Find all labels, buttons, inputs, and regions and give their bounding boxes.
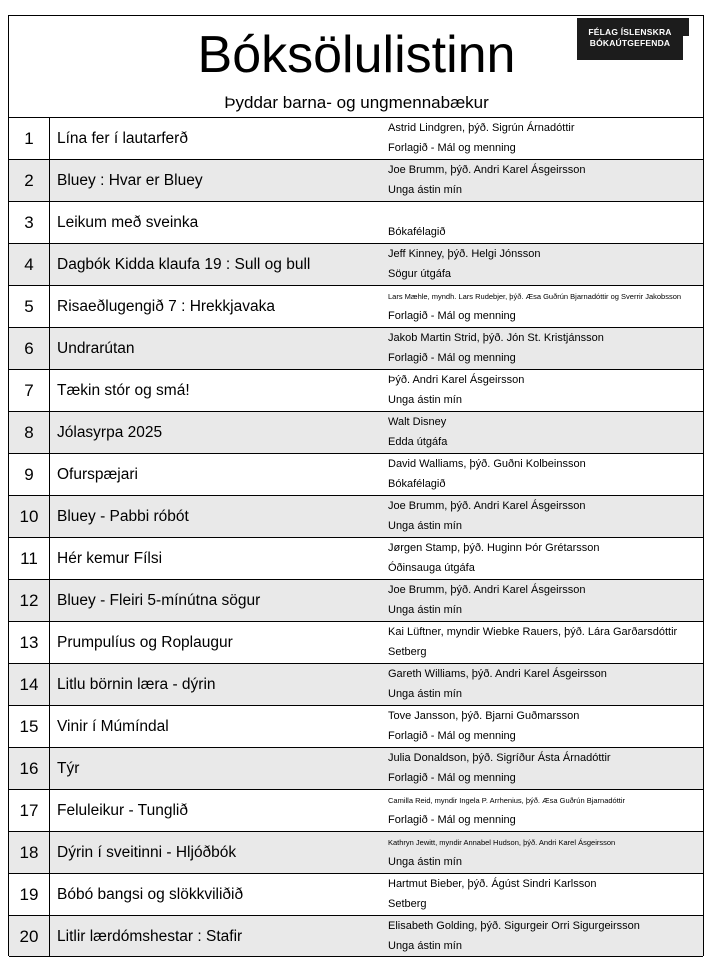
book-title: Dagbók Kidda klaufa 19 : Sull og bull — [57, 256, 311, 273]
book-author: Joe Brumm, þýð. Andri Karel Ásgeirsson — [388, 584, 586, 596]
book-title: Feluleikur - Tunglið — [57, 802, 188, 819]
logo-line-1: FÉLAG ÍSLENSKRA — [588, 27, 672, 37]
book-publisher: Forlagið - Mál og menning — [388, 310, 516, 322]
rank-number: 10 — [9, 496, 50, 537]
book-author: Jørgen Stamp, þýð. Huginn Þór Grétarsson — [388, 542, 600, 554]
publisher-association-logo — [577, 18, 683, 60]
book-publisher: Óðinsauga útgáfa — [388, 562, 475, 574]
rank-number: 19 — [9, 874, 50, 915]
book-publisher: Unga ástin mín — [388, 688, 462, 700]
book-author: Joe Brumm, þýð. Andri Karel Ásgeirsson — [388, 164, 586, 176]
book-publisher: Bókafélagið — [388, 226, 446, 238]
book-title: Jólasyrpa 2025 — [57, 424, 163, 441]
book-title: Prumpulíus og Roplaugur — [57, 634, 233, 651]
rank-number: 13 — [9, 622, 50, 663]
rank-number: 4 — [9, 244, 50, 285]
rank-number: 15 — [9, 706, 50, 747]
book-title: Lína fer í lautarferð — [57, 130, 188, 147]
book-author: Elisabeth Golding, þýð. Sigurgeir Orri Sigurgeirsson — [388, 920, 640, 932]
book-title: Bluey - Fleiri 5-mínútna sögur — [57, 592, 261, 609]
book-publisher: Setberg — [388, 898, 427, 910]
rank-number: 18 — [9, 832, 50, 873]
table-row — [9, 285, 703, 327]
table-row — [9, 663, 703, 705]
book-publisher: Forlagið - Mál og menning — [388, 142, 516, 154]
book-publisher: Forlagið - Mál og menning — [388, 352, 516, 364]
book-title: Týr — [57, 760, 80, 777]
table-row — [9, 831, 703, 873]
table-row — [9, 369, 703, 411]
book-title: Hér kemur Fílsi — [57, 550, 163, 567]
book-publisher: Sögur útgáfa — [388, 268, 451, 280]
book-publisher: Unga ástin mín — [388, 940, 462, 952]
rank-number: 20 — [9, 916, 50, 957]
book-publisher: Setberg — [388, 646, 427, 658]
book-title: Ofurspæjari — [57, 466, 138, 483]
book-author: Walt Disney — [388, 416, 447, 428]
book-author: Julia Donaldson, þýð. Sigríður Ásta Árnadóttir — [388, 752, 611, 764]
page-title: Bóksölulistinn — [197, 26, 516, 84]
rank-number: 11 — [9, 538, 50, 579]
rank-number: 7 — [9, 370, 50, 411]
table-row — [9, 453, 703, 495]
rank-number: 16 — [9, 748, 50, 789]
rank-number: 8 — [9, 412, 50, 453]
book-publisher: Forlagið - Mál og menning — [388, 814, 516, 826]
table-row — [9, 201, 703, 243]
rank-number: 3 — [9, 202, 50, 243]
logo-line-2: BÓKAÚTGEFENDA — [589, 38, 671, 48]
book-publisher: Forlagið - Mál og menning — [388, 772, 516, 784]
table-row — [9, 579, 703, 621]
table-row — [9, 705, 703, 747]
table-row — [9, 537, 703, 579]
book-publisher: Edda útgáfa — [388, 436, 448, 448]
book-author: Jakob Martin Strid, þýð. Jón St. Kristjánsson — [388, 332, 604, 344]
page-subtitle: Þyddar barna- og ungmennabækur — [224, 93, 489, 112]
rank-number: 1 — [9, 118, 50, 159]
rank-number: 2 — [9, 160, 50, 201]
book-author: Þýð. Andri Karel Ásgeirsson — [388, 374, 525, 386]
book-title: Undrarútan — [57, 340, 135, 357]
book-author: Jeff Kinney, þýð. Helgi Jónsson — [388, 248, 541, 260]
table-row — [9, 117, 703, 159]
book-publisher: Unga ástin mín — [388, 856, 462, 868]
rank-number: 6 — [9, 328, 50, 369]
book-title: Bluey : Hvar er Bluey — [57, 172, 203, 189]
book-publisher: Unga ástin mín — [388, 184, 462, 196]
book-title: Litlu börnin læra - dýrin — [57, 676, 216, 693]
book-author: Kai Lüftner, myndir Wiebke Rauers, þýð. Lára Garðarsdóttir — [388, 626, 678, 638]
book-author: Joe Brumm, þýð. Andri Karel Ásgeirsson — [388, 500, 586, 512]
book-title: Leikum með sveinka — [57, 214, 199, 231]
book-publisher: Unga ástin mín — [388, 394, 462, 406]
table-row — [9, 327, 703, 369]
table-row — [9, 159, 703, 201]
book-author: David Walliams, þýð. Guðni Kolbeinsson — [388, 458, 586, 470]
book-title: Risaeðlugengið 7 : Hrekkjavaka — [57, 298, 275, 315]
bestseller-table — [9, 117, 703, 957]
table-row — [9, 411, 703, 453]
book-publisher: Unga ástin mín — [388, 604, 462, 616]
book-author: Gareth Williams, þýð. Andri Karel Ásgeirsson — [388, 668, 607, 680]
table-row — [9, 873, 703, 915]
book-title: Tækin stór og smá! — [57, 382, 190, 399]
rank-number: 14 — [9, 664, 50, 705]
book-publisher: Forlagið - Mál og menning — [388, 730, 516, 742]
book-author: Kathryn Jewitt, myndir Annabel Hudson, þýð. Andri Karel Ásgeirsson — [388, 838, 616, 847]
book-publisher: Bókafélagið — [388, 478, 446, 490]
rank-number: 9 — [9, 454, 50, 495]
rank-number: 12 — [9, 580, 50, 621]
table-row — [9, 495, 703, 537]
table-row — [9, 915, 703, 957]
book-author: Camilla Reid, myndir Ingela P. Arrhenius, þýð. Æsa Guðrún Bjarnadóttir — [388, 796, 626, 805]
table-row — [9, 789, 703, 831]
book-author: Lars Mæhle, myndh. Lars Rudebjer, þýð. Æsa Guðrún Bjarnadóttir og Sverrir Jakobsson — [388, 292, 682, 301]
book-title: Litlir lærdómshestar : Stafir — [57, 928, 243, 945]
book-title: Dýrin í sveitinni - Hljóðbók — [57, 844, 237, 861]
book-title: Vinir í Múmíndal — [57, 718, 169, 735]
table-row — [9, 243, 703, 285]
table-row — [9, 747, 703, 789]
table-row — [9, 621, 703, 663]
book-publisher: Unga ástin mín — [388, 520, 462, 532]
book-author: Hartmut Bieber, þýð. Ágúst Sindri Karlsson — [388, 878, 597, 890]
rank-number: 5 — [9, 286, 50, 327]
book-author: Tove Jansson, þýð. Bjarni Guðmarsson — [388, 710, 580, 722]
book-title: Bóbó bangsi og slökkviliðið — [57, 886, 244, 903]
rank-number: 17 — [9, 790, 50, 831]
book-title: Bluey - Pabbi róbót — [57, 508, 189, 525]
book-author: Astrid Lindgren, þýð. Sigrún Árnadóttir — [388, 122, 575, 134]
logo-corner-mark — [683, 18, 689, 36]
